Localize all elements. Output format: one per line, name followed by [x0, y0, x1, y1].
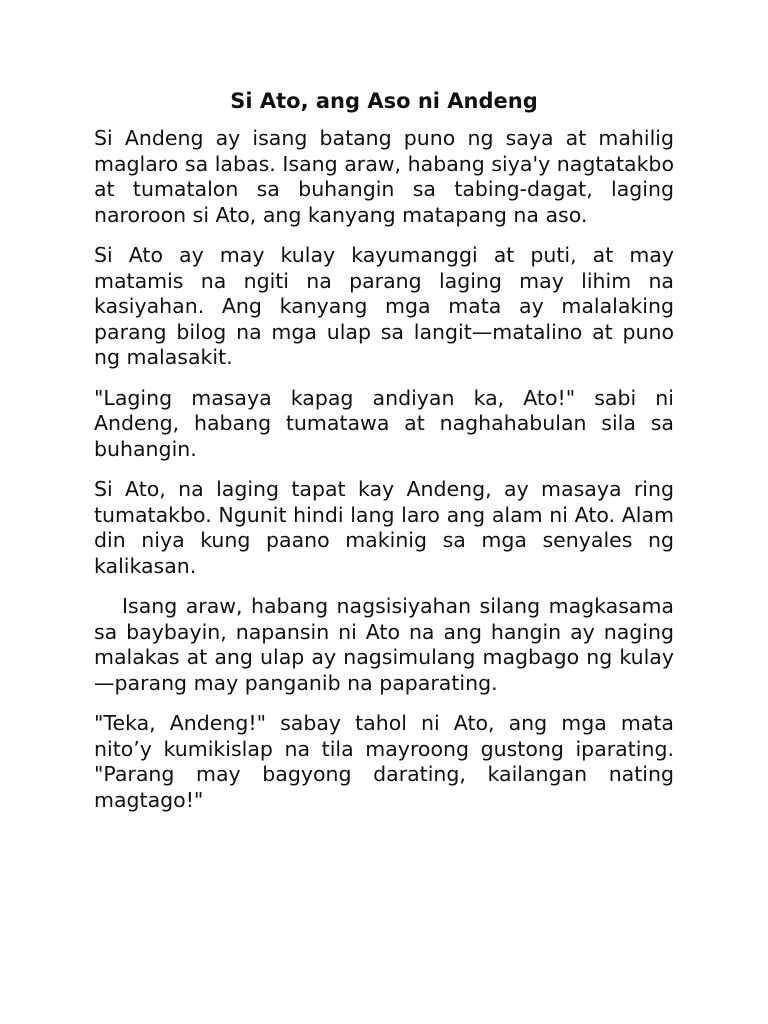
paragraph-2: Si Ato ay may kulay kayumanggi at puti, at may matamis na ngiti na parang laging may lihim na kasiyahan. Ang kanyang mga mata ay malalaking parang bilog na mga ulap sa langit—matalino at puno ng malasakit.: [94, 243, 674, 369]
paragraph-5: Isang araw, habang nagsisiyahan silang magkasama sa baybayin, napansin ni Ato na ang hangin ay naging malakas at ang ulap ay nagsimulang magbago ng kulay—parang may panganib na paparating.: [94, 594, 674, 695]
paragraph-3: "Laging masaya kapag andiyan ka, Ato!" sabi ni Andeng, habang tumatawa at naghahabulan sila sa buhangin.: [94, 385, 674, 461]
paragraph-6: "Teka, Andeng!" sabay tahol ni Ato, ang mga mata nito’y kumikislap na tila mayroong gustong iparating. "Parang may bagyong darating, kailangan nating magtago!": [94, 711, 674, 812]
document-title: Si Ato, ang Aso ni Andeng: [230, 89, 538, 113]
paragraph-1: Si Andeng ay isang batang puno ng saya at mahilig maglaro sa labas. Isang araw, habang siya'y nagtatakbo at tumatalon sa buhangin sa tabing-dagat, laging naroroon si Ato, ang kanyang matapang na aso.: [94, 126, 674, 227]
paragraph-4: Si Ato, na laging tapat kay Andeng, ay masaya ring tumatakbo. Ngunit hindi lang laro ang alam ni Ato. Alam din niya kung paano makinig sa mga senyales ng kalikasan.: [94, 477, 674, 578]
document-page: [94, 88, 674, 828]
